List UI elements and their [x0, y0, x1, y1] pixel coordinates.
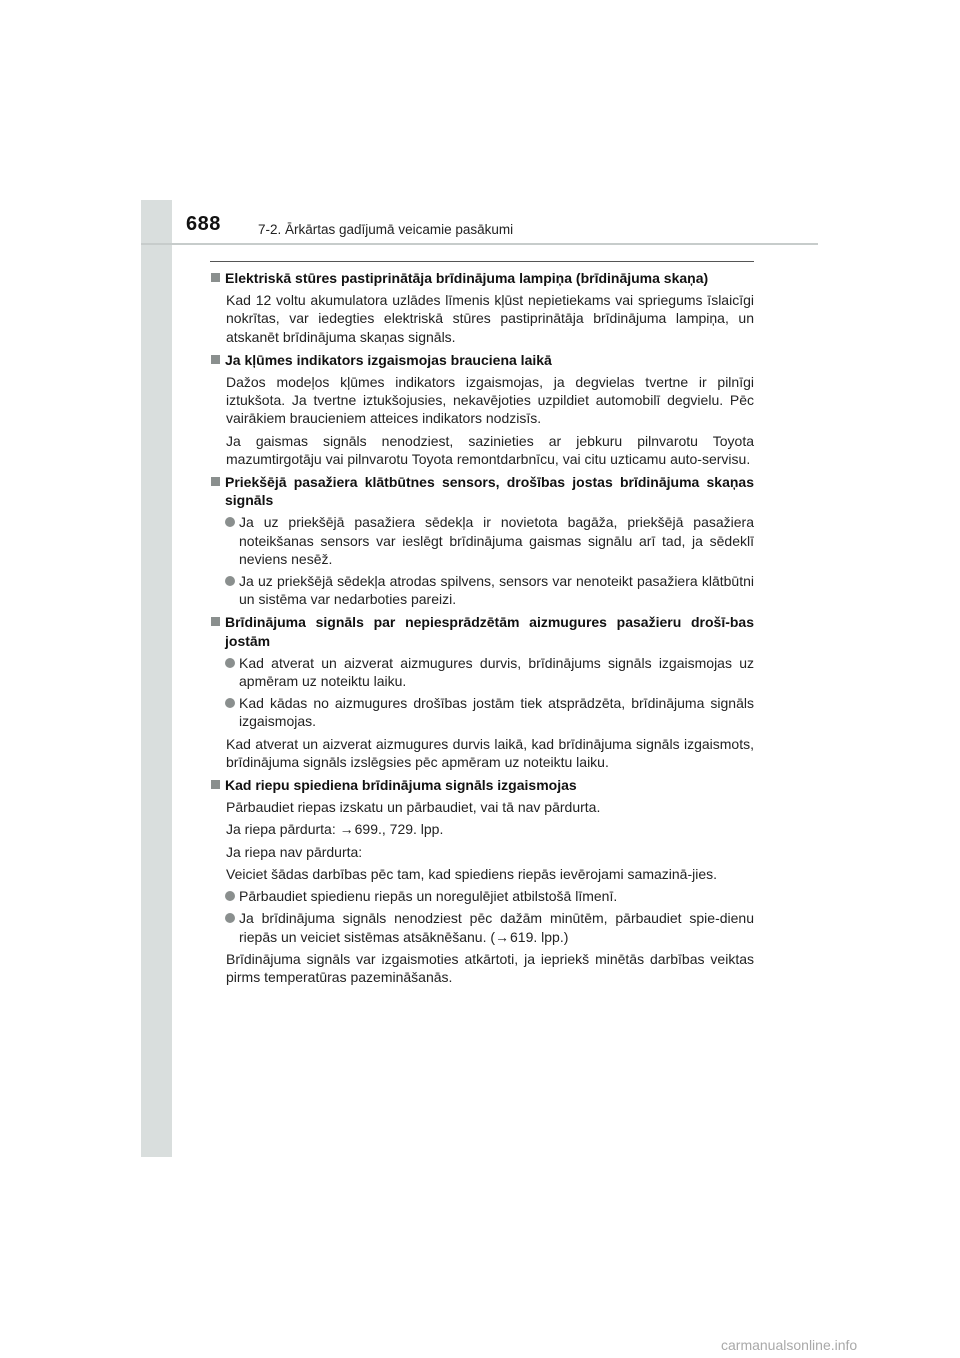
paragraph: Kad atverat un aizverat aizmugures durvis laikā, kad brīdinājuma signāls izgaismots, brīdinājuma signāls izslēgsies pēc apmēram uz noteiktu laiku.: [226, 735, 754, 770]
section-header-title: 7-2. Ārkārtas gadījumā veicamie pasākumi: [258, 222, 514, 237]
square-bullet-icon: [211, 355, 220, 364]
round-bullet-icon: [225, 658, 235, 668]
arrow-right-icon: →: [495, 928, 510, 945]
section-heading: [210, 269, 754, 287]
section-heading-text: Brīdinājuma signāls par nepiesprādzētām aizmugures pasažieru drošī-bas jostām: [225, 614, 754, 649]
paragraph: Veiciet šādas darbības pēc tam, kad spiediens riepās ievērojami samazinā-jies.: [226, 865, 718, 882]
round-bullet-icon: [225, 891, 235, 901]
page-content: [210, 264, 754, 986]
paragraph: Dažos modeļos kļūmes indikators izgaismojas, ja degvielas tvertne ir pilnīgi iztukšota. Ja tvertne iztukšojusies, nekavējoties uzpildiet automobilī degvielu. Pēc vairākiem braucieniem atteices indikators nodzisīs.: [226, 374, 754, 427]
bullet-text-body: Ja brīdinājuma signāls nenodziest pēc dažām minūtēm, pārbaudiet spie-dienu riepās un veiciet sistēmas atsāknēšanu. (: [239, 910, 754, 945]
square-bullet-icon: [211, 273, 220, 282]
bullet-item: [225, 909, 754, 945]
side-margin-band: [141, 200, 172, 1157]
round-bullet-icon: [225, 576, 235, 586]
round-bullet-icon: [225, 913, 235, 923]
content-top-divider: [210, 261, 754, 262]
paragraph: Ja riepa nav pārdurta:: [226, 843, 363, 860]
bullet-text: [239, 909, 754, 945]
round-bullet-icon: [225, 698, 235, 708]
paragraph: Pārbaudiet riepas izskatu un pārbaudiet, vai tā nav pārdurta.: [226, 799, 601, 816]
bullet-item: [225, 513, 754, 568]
bullet-item: [225, 572, 754, 608]
arrow-right-icon: →: [339, 821, 354, 838]
section-heading-text: Kad riepu spiediena brīdinājuma signāls izgaismojas: [225, 777, 577, 794]
section-heading: [210, 351, 754, 369]
watermark: carmanualsonline.info: [721, 1337, 858, 1353]
reference-prefix: Ja riepa pārdurta:: [226, 821, 340, 838]
bullet-text: Ja uz priekšējā pasažiera sēdekļa ir novietota bagāža, priekšējā pasažiera noteikšanas sensors var ieslēgt brīdinājuma gaismas signālu arī tad, ja sēdeklī neviens nesēž.: [239, 514, 754, 567]
bullet-item: [225, 654, 754, 690]
square-bullet-icon: [211, 477, 220, 486]
bullet-item: [225, 887, 754, 905]
section-heading: [210, 473, 754, 509]
paragraph: Ja gaismas signāls nenodziest, sazinieties ar jebkuru pilnvarotu Toyota mazumtirgotāju vai pilnvarotu Toyota remontdarbnīcu, vai citu uzticamu auto-servisu.: [226, 432, 754, 467]
page-reference-paragraph: [226, 820, 754, 838]
round-bullet-icon: [225, 517, 235, 527]
bullet-text: Ja uz priekšējā sēdekļa atrodas spilvens, sensors var nenoteikt pasažiera klātbūtni un sistēma var nedarboties pareizi.: [239, 573, 754, 608]
bullet-text: Kad kādas no aizmugures drošības jostām tiek atsprādzēta, brīdinājuma signāls izgaismojas.: [239, 695, 754, 730]
section-heading-text: Priekšējā pasažiera klātbūtnes sensors, drošības jostas brīdinājuma skaņas signāls: [225, 474, 754, 509]
bullet-item: [225, 694, 754, 730]
section-heading: [210, 613, 754, 649]
section-heading-text: Ja kļūmes indikators izgaismojas brauciena laikā: [225, 351, 552, 368]
bullet-text: Kad atverat un aizverat aizmugures durvis, brīdinājums signāls izgaismojas uz apmēram uz noteiktu laiku.: [239, 654, 754, 690]
square-bullet-icon: [211, 617, 220, 626]
paragraph: Kad 12 voltu akumulatora uzlādes līmenis kļūst nepietiekams vai spriegums īslaicīgi nokrītas, var iedegties elektriskā stūres pastiprinātāja brīdinājuma lampiņa, un atskanēt brīdinājuma skaņas signāls.: [226, 292, 754, 345]
page-number: 688: [186, 213, 221, 235]
bullet-text: Pārbaudiet spiedienu riepās un noregulējiet atbilstošā līmenī.: [239, 888, 618, 905]
paragraph: Brīdinājuma signāls var izgaismoties atkārtoti, ja iepriekš minētās darbības veiktas pirms temperatūras pazemināšanās.: [226, 950, 754, 985]
page-reference-link[interactable]: 699., 729. lpp.: [354, 821, 444, 838]
section-heading: [210, 776, 754, 794]
page-reference-link[interactable]: 619. lpp.): [510, 928, 569, 945]
section-heading-text: Elektriskā stūres pastiprinātāja brīdinājuma lampiņa (brīdinājuma skaņa): [225, 270, 709, 286]
header-divider: [141, 243, 818, 245]
square-bullet-icon: [211, 780, 220, 789]
